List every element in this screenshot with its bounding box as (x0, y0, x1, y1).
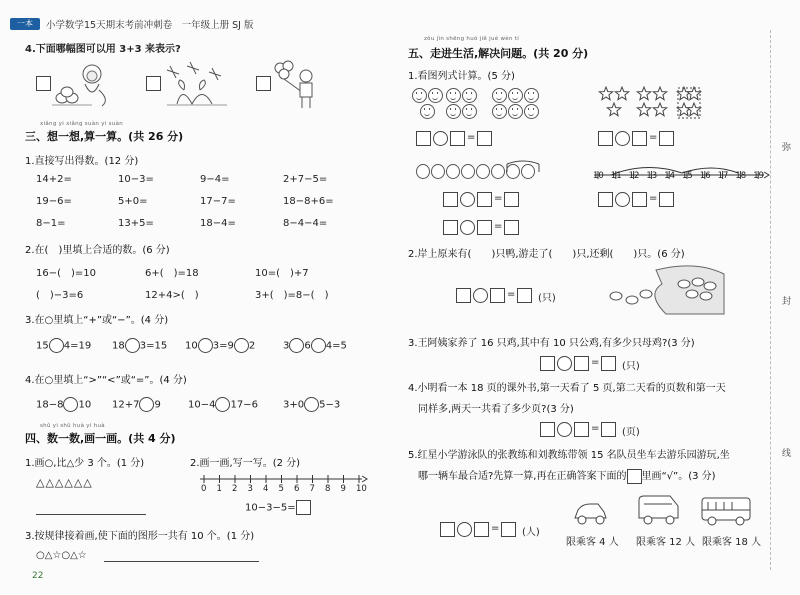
tick-label: 15 (682, 171, 693, 181)
answer-box[interactable] (632, 192, 647, 207)
sign-circle[interactable] (49, 338, 64, 353)
calc-item: 5+0= (118, 196, 148, 207)
compare-circle[interactable] (139, 397, 154, 412)
binding-line (770, 30, 772, 570)
calc-item: 19−6= (36, 196, 72, 207)
equals-sign: = (494, 221, 503, 232)
tick-label: 3 (247, 484, 253, 494)
compare-item: 18−8 10 (36, 397, 91, 412)
q4-label: 4.下面哪幅图可以用 3+3 来表示? (25, 44, 181, 55)
answer-box[interactable] (296, 500, 311, 515)
sign-item: 3 6 4=5 (283, 338, 347, 353)
smiley-face-icon (420, 104, 435, 119)
tick-label: 14 (664, 171, 676, 181)
smiley-face-icon (508, 104, 523, 119)
equals-sign: = (591, 423, 600, 434)
van-icon (636, 494, 680, 526)
tick-label: 8 (325, 484, 331, 494)
answer-box[interactable] (540, 422, 555, 437)
smiley-face-icon (462, 104, 477, 119)
star-icon (653, 103, 666, 116)
operator-circle[interactable] (615, 192, 630, 207)
calc-item: 10−3= (118, 174, 154, 185)
ducks-pond-illustration (596, 264, 726, 316)
tick-label: 17 (717, 171, 729, 181)
calc-item: 17−7= (200, 196, 236, 207)
smiley-face-icon (428, 88, 443, 103)
star-icon (615, 87, 628, 100)
answer-box[interactable] (598, 131, 613, 146)
operator-circle[interactable] (457, 522, 472, 537)
star-icon (687, 87, 700, 100)
answer-box[interactable] (474, 522, 489, 537)
answer-box[interactable] (477, 131, 492, 146)
answer-box[interactable] (256, 76, 271, 91)
compare-item: 10−4 17−6 (188, 397, 258, 412)
answer-box[interactable] (517, 288, 532, 303)
star-icon (637, 87, 650, 100)
tick-label: 0 (201, 484, 207, 494)
star-icon (607, 103, 620, 116)
tick-label: 2 (232, 484, 238, 494)
apple-icon (416, 164, 430, 179)
fill-item[interactable]: 16−( )=10 (36, 268, 97, 279)
calc-item: 13+5= (118, 218, 154, 229)
calc-item: 18−4= (200, 218, 236, 229)
answer-box[interactable] (477, 192, 492, 207)
tick-label: 11 (610, 171, 622, 181)
tick-label: 13 (646, 171, 658, 181)
answer-box[interactable] (501, 522, 516, 537)
q5-2-label: 2.岸上原来有( )只鸭,游走了( )只,还剩( )只。(6 分) (408, 249, 685, 260)
smiley-face-icon (462, 88, 477, 103)
star-icon (687, 103, 700, 116)
answer-box[interactable] (504, 192, 519, 207)
compare-circle[interactable] (304, 397, 319, 412)
compare-circle[interactable] (215, 397, 230, 412)
q3-4-label: 4.在○里填上“>”“<”或“=”。(4 分) (25, 375, 187, 386)
q5-3-label: 3.王阿姨家养了 16 只鸡,其中有 10 只公鸡,有多少只母鸡?(3 分) (408, 338, 695, 349)
bracket-icon (505, 160, 541, 182)
answer-box[interactable] (540, 356, 555, 371)
q5-5-label-line2: 哪一辆车最合适?先算一算,再在正确答案下面的 里画“√”。(3 分) (418, 467, 716, 484)
q4-2-label: 2.画一画,写一写。(2 分) (190, 458, 301, 469)
tick-label: 10 (593, 171, 604, 181)
answer-box[interactable] (490, 288, 505, 303)
answer-box[interactable] (574, 356, 589, 371)
boy-balloons-illustration (272, 60, 332, 110)
number-line (196, 474, 368, 484)
fill-item[interactable]: ( )−3=6 (36, 290, 84, 301)
apple-icon (476, 164, 490, 179)
equals-sign: = (494, 193, 503, 204)
sec3-pinyin: xiǎng yi xiǎng suàn yi suàn (40, 121, 124, 127)
unit-label: (页) (622, 427, 640, 438)
answer-box[interactable] (627, 469, 642, 484)
smiley-face-icon (412, 88, 427, 103)
dragonflies-illustration (162, 60, 232, 110)
tick-label: 19 (753, 171, 765, 181)
sign-circle[interactable] (234, 338, 249, 353)
compare-item: 12+7 9 (112, 397, 161, 412)
operator-circle[interactable] (557, 422, 572, 437)
operator-circle[interactable] (615, 131, 630, 146)
sign-circle[interactable] (198, 338, 213, 353)
equals-sign: = (507, 289, 516, 300)
tick-label: 10 (356, 484, 367, 494)
answer-box[interactable] (504, 220, 519, 235)
smiley-face-icon (524, 104, 539, 119)
equals-sign: = (649, 193, 658, 204)
tick-label: 1 (216, 484, 222, 494)
tick-label: 7 (309, 484, 315, 494)
answer-box[interactable] (443, 192, 458, 207)
smiley-face-icon (492, 88, 507, 103)
sec4-title: 四、数一数,画一画。(共 4 分) (25, 432, 176, 445)
drawing-answer-line[interactable] (36, 514, 146, 515)
q5-4-label-line2: 同样多,两天一共看了多少页?(3 分) (418, 404, 574, 415)
pattern-row: ○△☆○△☆ (36, 550, 87, 561)
fill-item[interactable]: 10=( )+7 (255, 268, 309, 279)
sec5-title: 五、走进生活,解决问题。(共 20 分) (408, 47, 589, 60)
calc-item: 2+7−5= (283, 174, 328, 185)
brand-badge: 一本 (10, 18, 40, 30)
sec5-pinyin: zǒu jìn shēng huó jiě jué wèn tí (424, 36, 520, 42)
page-number: 22 (32, 571, 44, 581)
equals-sign: = (491, 523, 500, 534)
calc-item: 9−4= (200, 174, 230, 185)
unit-label: (只) (538, 293, 556, 304)
q4-1-label: 1.画○,比△少 3 个。(1 分) (25, 458, 145, 469)
vehicle-capacity-car: 限乘客 4 人 (566, 537, 619, 548)
calc-item: 14+2= (36, 174, 72, 185)
tick-label: 18 (735, 171, 747, 181)
stars-group (598, 86, 702, 120)
fill-item[interactable]: 3+( )=8−( ) (255, 290, 329, 301)
q3-3-label: 3.在○里填上“+”或“−”。(4 分) (25, 315, 169, 326)
fill-item[interactable]: 6+( )=18 (145, 268, 199, 279)
compare-circle[interactable] (63, 397, 78, 412)
smiley-face-icon (524, 88, 539, 103)
seal-char: 线 (782, 449, 792, 459)
sign-circle[interactable] (311, 338, 326, 353)
apple-icon (491, 164, 505, 179)
sec4-pinyin: shǔ yi shǔ huà yi huà (40, 423, 105, 429)
star-icon (637, 103, 650, 116)
seal-char: 弥 (782, 143, 792, 153)
seal-char: 封 (782, 297, 792, 307)
answer-box[interactable] (36, 76, 51, 91)
pattern-answer-line[interactable] (104, 561, 259, 562)
answer-box[interactable] (477, 220, 492, 235)
operator-circle[interactable] (433, 131, 448, 146)
sign-item: 10 3=9 2 (185, 338, 255, 353)
monkey-peaches-illustration (52, 60, 114, 110)
q5-4-label-line1: 4.小明看一本 18 页的课外书,第一天看了 5 页,第二天看的页数和第一天 (408, 383, 726, 394)
q5-5-label-line1: 5.红星小学游泳队的张教练和刘教练带领 15 名队员坐车去游乐园游玩,坐 (408, 450, 730, 461)
smiley-face-icon (446, 104, 461, 119)
vehicle-capacity-bus: 限乘客 18 人 (702, 537, 762, 548)
answer-box[interactable] (416, 131, 431, 146)
equals-sign: = (591, 357, 600, 368)
answer-box[interactable] (601, 356, 616, 371)
answer-box[interactable] (450, 131, 465, 146)
answer-box[interactable] (443, 220, 458, 235)
answer-box[interactable] (659, 131, 674, 146)
q3-1-label: 1.直接写出得数。(12 分) (25, 156, 139, 167)
tick-label: 5 (278, 484, 284, 494)
triangles-row: △△△△△△ (36, 476, 93, 489)
car-icon (572, 500, 608, 526)
q5-1-label: 1.看图列式计算。(5 分) (408, 71, 515, 82)
q4-3-label: 3.按规律接着画,使下面的图形一共有 10 个。(1 分) (25, 531, 255, 542)
apple-icon (431, 164, 445, 179)
unit-label: (只) (622, 361, 640, 372)
bus-icon (700, 496, 752, 526)
answer-box[interactable] (574, 422, 589, 437)
smiley-face-icon (508, 88, 523, 103)
unit-label: (人) (522, 527, 540, 538)
answer-box[interactable] (659, 192, 674, 207)
equals-sign: = (467, 132, 476, 143)
operator-circle[interactable] (460, 220, 475, 235)
sign-item: 18 3=15 (112, 338, 167, 353)
answer-box[interactable] (601, 422, 616, 437)
equals-sign: = (649, 132, 658, 143)
answer-box[interactable] (598, 192, 613, 207)
answer-box[interactable] (146, 76, 161, 91)
calc-item: 8−4−4= (283, 218, 328, 229)
sign-circle[interactable] (125, 338, 140, 353)
q3-2-label: 2.在( )里填上合适的数。(6 分) (25, 245, 170, 256)
sec3-title: 三、想一想,算一算。(共 26 分) (25, 130, 184, 143)
compare-item: 3+0 5−3 (283, 397, 340, 412)
apple-icon (461, 164, 475, 179)
answer-box[interactable] (440, 522, 455, 537)
fill-item[interactable]: 12+4>( ) (145, 290, 199, 301)
tick-label: 12 (628, 171, 640, 181)
calc-item: 8−1= (36, 218, 66, 229)
sign-circle[interactable] (289, 338, 304, 353)
tick-label: 16 (699, 171, 711, 181)
apple-icon (446, 164, 460, 179)
sign-item: 15 4=19 (36, 338, 91, 353)
smiley-face-icon (446, 88, 461, 103)
tick-label: 6 (294, 484, 300, 494)
q4-2-expression: 10−3−5= (245, 500, 311, 515)
smiley-face-icon (492, 104, 507, 119)
tick-label: 4 (263, 484, 269, 494)
operator-circle[interactable] (557, 356, 572, 371)
answer-box[interactable] (632, 131, 647, 146)
tick-label: 9 (340, 484, 346, 494)
vehicle-capacity-van: 限乘客 12 人 (636, 537, 696, 548)
header-title: 小学数学15天期末考前冲刺卷 一年级上册 SJ 版 (46, 20, 254, 31)
operator-circle[interactable] (473, 288, 488, 303)
star-icon (653, 87, 666, 100)
star-icon (599, 87, 612, 100)
answer-box[interactable] (456, 288, 471, 303)
operator-circle[interactable] (460, 192, 475, 207)
calc-item: 18−8+6= (283, 196, 334, 207)
